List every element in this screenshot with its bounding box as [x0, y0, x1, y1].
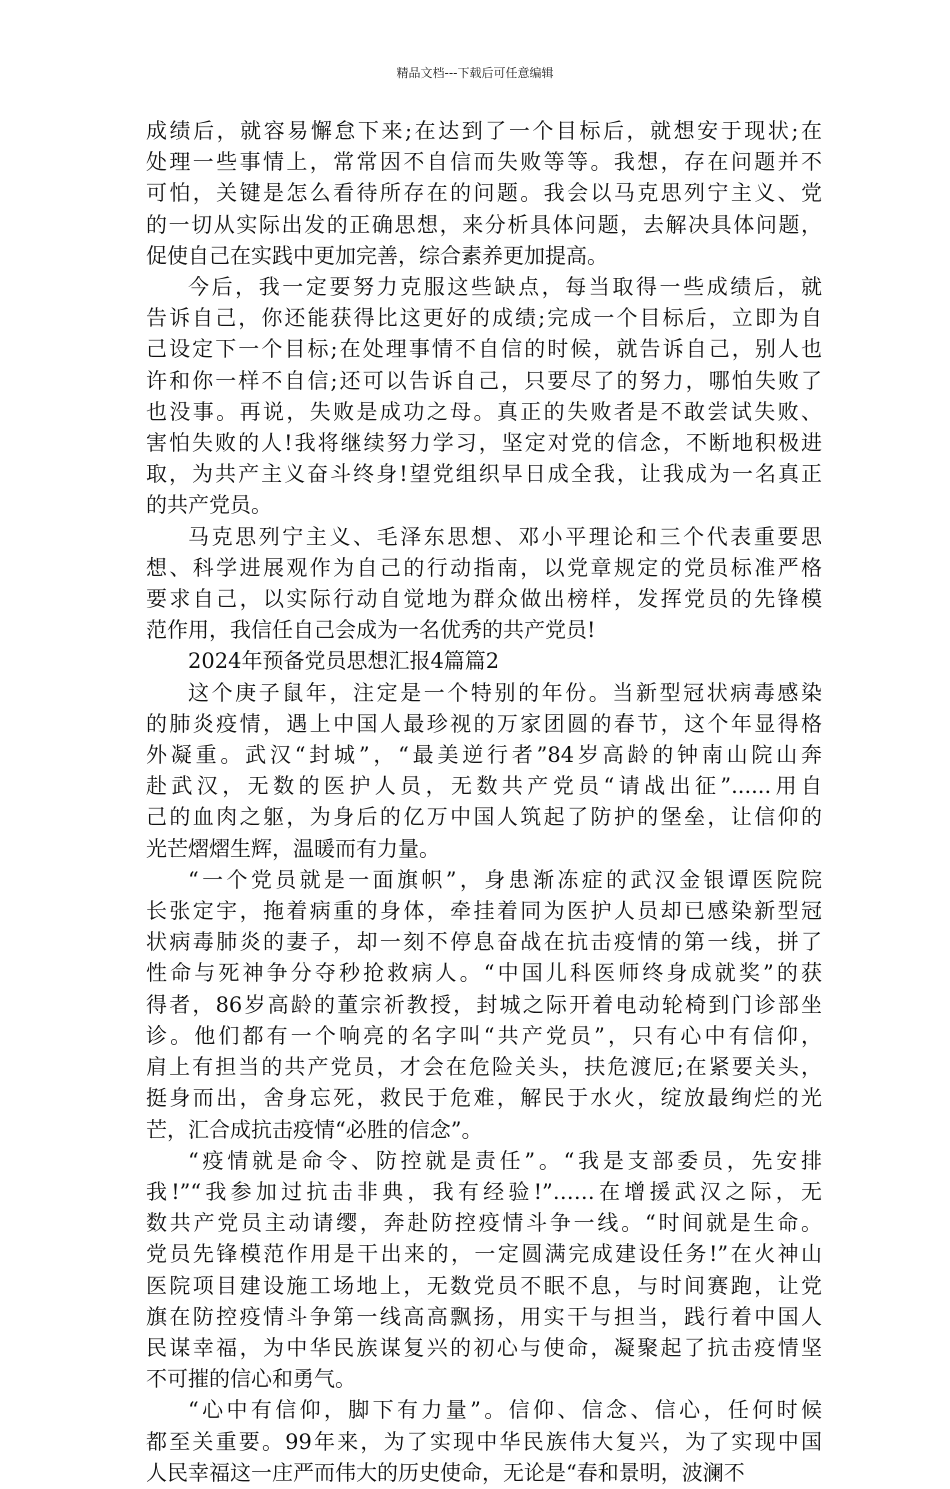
paragraph	[146, 116, 822, 272]
text-line: 今后，我一定要努力克服这些缺点，每当取得一些成绩后，就	[188, 275, 822, 300]
document-body	[146, 116, 822, 1489]
text-line: 促使自己在实践中更加完善，综合素养更加提高。	[146, 243, 608, 268]
page-header: 精品文档---下载后可任意编辑	[396, 66, 554, 80]
paragraph	[146, 1395, 822, 1489]
text-line: 都至关重要。99年来，为了实现中华民族伟大复兴，为了实现中国	[146, 1429, 822, 1454]
text-line: 告诉自己，你还能获得比这更好的成绩;完成一个目标后，立即为自	[146, 306, 822, 331]
text-line: 状病毒肺炎的妻子，却一刻不停息奋战在抗击疫情的第一线，拼了	[146, 930, 822, 955]
text-line: 性命与死神争分夺秒抢救病人。“中国儿科医师终身成就奖”的获	[146, 961, 822, 986]
text-line: 光芒熠熠生辉，温暖而有力量。	[146, 836, 440, 861]
paragraph	[146, 678, 822, 865]
text-line: 范作用，我信任自己会成为一名优秀的共产党员!	[146, 618, 596, 643]
text-line: 取，为共产主义奋斗终身!望党组织早日成全我，让我成为一名真正	[146, 462, 822, 487]
text-line: 长张定宇，拖着病重的身体，牵挂着同为医护人员却已感染新型冠	[146, 899, 822, 924]
text-line: 人民幸福这一庄严而伟大的历史使命，无论是“春和景明，波澜不	[146, 1460, 745, 1485]
text-line: 的肺炎疫情，遇上中国人最珍视的万家团圆的春节，这个年显得格	[146, 711, 822, 736]
text-line: 己的血肉之躯，为身后的亿万中国人筑起了防护的堡垒，让信仰的	[146, 805, 822, 830]
text-line: 民谋幸福，为中华民族谋复兴的初心与使命，凝聚起了抗击疫情坚	[146, 1335, 822, 1360]
text-line: 医院项目建设施工场地上，无数党员不眠不息，与时间赛跑，让党	[146, 1273, 822, 1298]
paragraph	[146, 272, 822, 522]
text-line: 2024年预备党员思想汇报4篇篇2	[188, 649, 500, 674]
text-line: 马克思列宁主义、毛泽东思想、邓小平理论和三个代表重要思	[188, 524, 822, 549]
text-line: 肩上有担当的共产党员，才会在危险关头，扶危渡厄;在紧要关头，	[146, 1055, 822, 1080]
text-line: 可怕，关键是怎么看待所存在的问题。我会以马克思列宁主义、党	[146, 181, 822, 206]
text-line: 害怕失败的人!我将继续努力学习，坚定对党的信念，不断地积极进	[146, 431, 822, 456]
text-line: 的共产党员。	[146, 493, 272, 518]
text-line: 赴武汉，无数的医护人员，无数共产党员“请战出征”......用自	[146, 774, 822, 799]
paragraph	[146, 522, 822, 647]
paragraph	[146, 1146, 822, 1396]
text-line: 诊。他们都有一个响亮的名字叫“共产党员”，只有心中有信仰，	[146, 1023, 822, 1048]
text-line: 这个庚子鼠年，注定是一个特别的年份。当新型冠状病毒感染	[188, 680, 822, 705]
text-line: 要求自己，以实际行动自觉地为群众做出榜样，发挥党员的先锋模	[146, 587, 822, 612]
text-line: 想、科学进展观作为自己的行动指南，以党章规定的党员标准严格	[146, 555, 822, 580]
text-line: 我!”“我参加过抗击非典，我有经验!”……在增援武汉之际，无	[146, 1179, 822, 1204]
text-line: 不可摧的信心和勇气。	[146, 1367, 356, 1392]
text-line: “一个党员就是一面旗帜”，身患渐冻症的武汉金银谭医院院	[188, 867, 822, 892]
text-line: 挺身而出，舍身忘死，救民于危难，解民于水火，绽放最绚烂的光	[146, 1086, 822, 1111]
text-line: 许和你一样不自信;还可以告诉自己，只要尽了的努力，哪怕失败了	[146, 368, 822, 393]
paragraph	[146, 646, 822, 677]
text-line: 的一切从实际出发的正确思想，来分析具体问题，去解决具体问题，	[146, 212, 822, 237]
paragraph	[146, 865, 822, 1146]
text-line: 处理一些事情上，常常因不自信而失败等等。我想，存在问题并不	[146, 150, 822, 175]
text-line: 己设定下一个目标;在处理事情不自信的时候，就告诉自己，别人也	[146, 337, 822, 362]
text-line: 成绩后，就容易懈怠下来;在达到了一个目标后，就想安于现状;在	[146, 119, 822, 143]
text-line: 数共产党员主动请缨，奔赴防控疫情斗争一线。“时间就是生命。	[146, 1211, 822, 1236]
text-line: “疫情就是命令、防控就是责任”。“我是支部委员，先安排	[188, 1148, 822, 1173]
text-line: 得者，86岁高龄的董宗祈教授，封城之际开着电动轮椅到门诊部坐	[146, 992, 822, 1017]
text-line: 党员先锋模范作用是干出来的，一定圆满完成建设任务!”在火神山	[146, 1242, 822, 1267]
text-line: 旗在防控疫情斗争第一线高高飘扬，用实干与担当，践行着中国人	[146, 1304, 822, 1329]
text-line: 也没事。再说，失败是成功之母。真正的失败者是不敢尝试失败、	[146, 399, 822, 424]
text-line: “心中有信仰，脚下有力量”。信仰、信念、信心，任何时候	[188, 1398, 822, 1423]
text-line: 外凝重。武汉“封城”，“最美逆行者”84岁高龄的钟南山院山奔	[146, 743, 822, 768]
text-line: 芒，汇合成抗击疫情“必胜的信念”。	[146, 1117, 483, 1142]
